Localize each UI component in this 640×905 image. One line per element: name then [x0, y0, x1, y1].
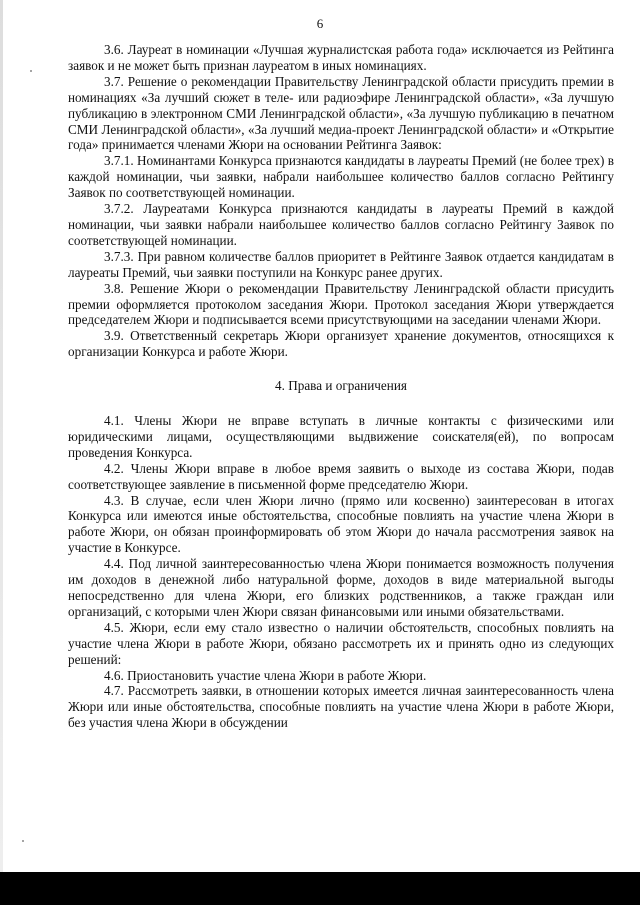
paragraph-4-5: 4.5. Жюри, если ему стало известно о наличии обстоятельств, способных повлиять на участие члена Жюри в работе Жюри, обязано рассмотреть их и принять одно из следующих решений: [68, 619, 614, 667]
paragraph-3-7: 3.7. Решение о рекомендации Правительству Ленинградской области присудить премии в номинациях «За лучший сюжет в теле- или радиоэфире Ленинградской области», «За лучшую публикацию в электронном СМИ Ленинградской области», «За лучшую публикацию в печатном СМИ Ленинградской области», «За лучший медиа-проект Ленинградской области» и «Открытие года» принимается членами Жюри на основании Рейтинга Заявок: [68, 73, 614, 153]
section-heading: 4. Права и ограничения [275, 378, 407, 394]
scan-edge [0, 0, 3, 872]
paragraph-3-7-2: 3.7.2. Лауреатами Конкурса признаются кандидаты в лауреаты Премий в каждой номинации, чьи заявки набрали наибольшее количество баллов согласно Рейтингу Заявок по соответствующей номинации. [68, 201, 614, 248]
scan-speck [22, 840, 24, 842]
paragraph-4-3: 4.3. В случае, если член Жюри лично (прямо или косвенно) заинтересован в итогах Конкурса или имеются иные обстоятельства, способные повлиять на участие члена Жюри в работе Жюри, он обязан проинформировать об этом Жюри до начала рассмотрения заявок на участие в Конкурсе. [68, 492, 614, 556]
paragraph-4-7: 4.7. Рассмотреть заявки, в отношении которых имеется личная заинтересованность члена Жюри или иные обстоятельства, способные повлиять на участие члена Жюри в работе Жюри, без участия члена Жюри в обсуждении [68, 683, 614, 731]
paragraph-4-1: 4.1. Члены Жюри не вправе вступать в личные контакты с физическими или юридическими лицами, осуществляющими выдвижение соискателя(ей), по вопросам проведения Конкурса. [68, 413, 614, 460]
document-body [68, 42, 614, 731]
paragraph-3-7-1: 3.7.1. Номинантами Конкурса признаются кандидаты в лауреаты Премий (не более трех) в каждой номинации, чьи заявки, набрали наибольшее количество баллов согласно Рейтингу Заявок по соответствующей номинации. [68, 153, 614, 201]
paragraph-3-9: 3.9. Ответственный секретарь Жюри организует хранение документов, относящихся к организации Конкурса и работе Жюри. [68, 328, 614, 360]
paragraph-3-8: 3.8. Решение Жюри о рекомендации Правительству Ленинградской области присудить премии оформляется протоколом заседания Жюри. Протокол заседания Жюри утверждается председателем Жюри и подписывается всеми присутствующими на заседании членами Жюри. [68, 280, 614, 328]
page-number: 6 [316, 16, 324, 31]
paragraph-3-6: 3.6. Лауреат в номинации «Лучшая журналистская работа года» исключается из Рейтинга заявок и не может быть признан лауреатом в иных номинациях. [68, 42, 614, 73]
paragraph-4-6: 4.6. Приостановить участие члена Жюри в работе Жюри. [104, 667, 427, 683]
paragraph-4-2: 4.2. Члены Жюри вправе в любое время заявить о выходе из состава Жюри, подав соответствующее заявление в письменной форме председателю Жюри. [68, 460, 614, 492]
paragraph-3-7-3: 3.7.3. При равном количестве баллов приоритет в Рейтинге Заявок отдается кандидатам в лауреаты Премий, чьи заявки поступили на Конкурс ранее других. [68, 248, 614, 280]
scan-speck [30, 70, 32, 72]
scan-bottom-border [0, 872, 640, 905]
paragraph-4-4: 4.4. Под личной заинтересованностью члена Жюри понимается возможность получения им доходов в денежной либо натуральной форме, доходов в виде материальной выгоды непосредственно для члена Жюри, его близких родственников, а также граждан или организаций, с которыми член Жюри связан финансовыми или иными обязательствами. [68, 556, 614, 619]
